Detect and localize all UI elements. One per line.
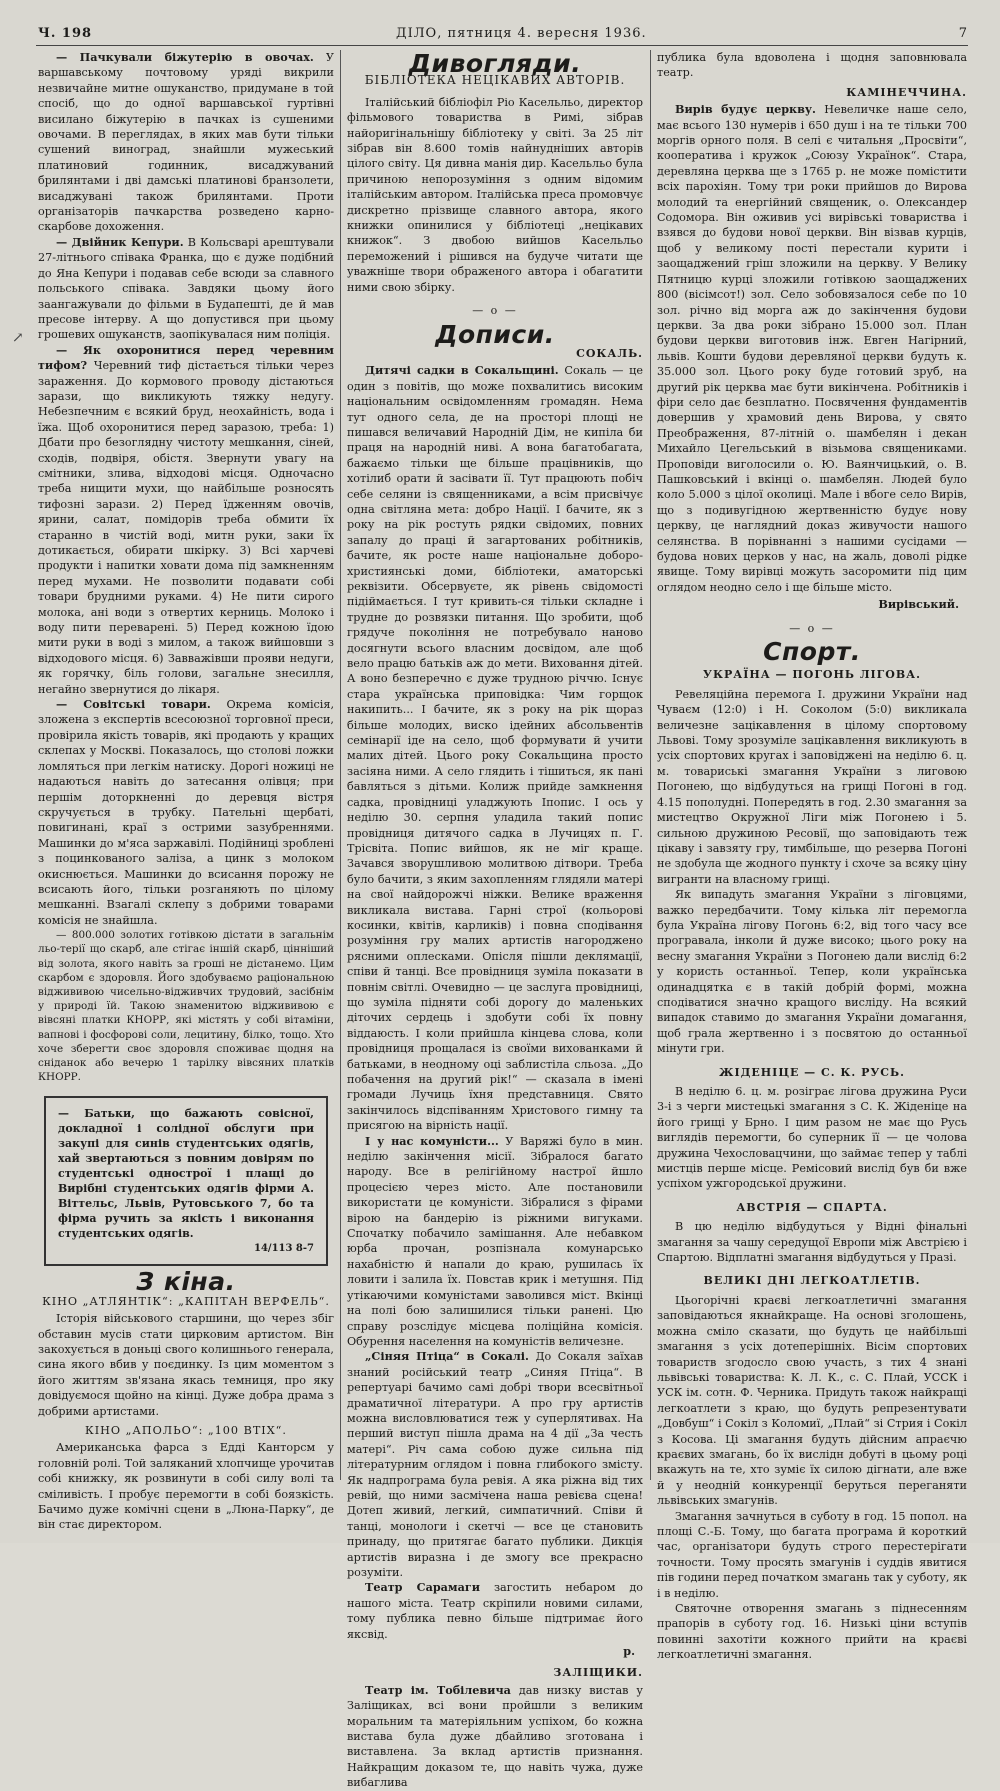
author-signature: Вирівський. xyxy=(878,597,959,612)
masthead xyxy=(38,26,968,44)
section-divider: — о — xyxy=(472,304,518,318)
section-divider: — о — xyxy=(789,621,835,635)
sport-text: Ревеляційна перемога І. дружини України над Чуваєм (12:0) і Н. Соколом (5:0) викликала величезне зацікавлення в цілому спортовому Львові. Тому зрозуміле зацікавлення викликують в усіх спортових кругах і заповіджені на неділю 6. ц. м. товариські змагання України з лиговою Погонею, що відбудуться на грищі Погоні в год. 4.15 пополудні. Попередять в год. 2.30 змагання за мистецтво Окружної Ліги між Погонею і 5. сильною дружиною Ресовії, що заповідають теж цікаву і завзяту гру, тимбільше, що резерва Погоні не здобула ще жодного пункту і схоче за всяку ціну вигранти на власному грищі. xyxy=(657,687,967,886)
sport-subheading: ЖІДЕНІЦЕ — С. К. РУСЬ. xyxy=(719,1065,905,1079)
column-divider-2 xyxy=(650,50,651,1480)
author-signature: р. xyxy=(623,1644,635,1659)
column-left xyxy=(38,50,334,1532)
page-number: 7 xyxy=(958,26,968,41)
newspaper-title-date: ДІЛО, пятниця 4. вересня 1936. xyxy=(396,26,647,41)
correspondence-item: Дитячі садки в Сокальщині. Сокаль — це один з повітів, що може похвалитись високим національним освідомленням громадян. Нема тут одного села, де на просторі площі не пишався величавий Народній Дім, не кипіла би праця на народній ниві. А вона багатобагата, бажаємо тільки ще більше працівників, що хотілиб орати й засівати її. Тут працюють побіч себе селяни із священниками, а всім присвічує одна світляна мета: добро Нації. І бачите, як з року на рік ростуть рядки свідомих, повних запалу до праці й загартованих робітників, бачите, як росте наше національне доборо-християнські доми, бібліотеки, аматорські реквізити. Обсервуєте, як рівень свідомості підіймається. І тут кривить-ся тільки складне і трудне до розвязки питання. Що зробити, щоб грядуче покоління не потребувало наново досягнути всього власним досвідом, але щоб вело працю батьків аж до мети. Виховання дітей. А воно безперечно є дуже трудною річчю. Існує стара українська приповідка: Чим горщок накипить... І бачите, як з року на рік щораз більше молодих, виско ідейних абсольвентів семінарії іде на село, щоб формувати й учити малих дітей. Цього року Сокальщина просто засіяна ними. А село глядить і тішиться, як пані бавляться з дітьми. Колиж прийде замкнення садка, провідниці уладжують Іпопис. І ось у неділю 30. серпня уладила такий попис провідниця дитячого садка в Лучицях п. Г. Трісвіта. Попис вийшов, як не міг краще. Зачався зворушливою молитвою дітвори. Треба було бачити, з яким захопленням глядяли матері на свої найдорожчі ніжки. Велике враження викликала вистава. Гарні строї (кольорові косинки, квітів, карликів) і повна сподівання розуміння гру малих артистів нагороджено рясними оплесками. Опісля пішли деклямації, співи й танці. Все провідниця зуміла показати в повнім світлі. Очевидно — це заслуга провідниці, що зуміла підняти собі дорогу до маленьких діточих сердець і здобути собі їх повну віддаюсть. І коли прийшла кінцева слова, коли провідниця прощалася із своїми вихованками й батьками, в неодному оці заблистіла сльоза. „До побачення на другий рік!“ — сказала в імені громади Лучиць їхня представниця. Свято закінчилось відспіванням Христового гимну та присягою на вірність нації. xyxy=(347,363,643,1133)
sport-text: Як випадуть змагання України з ліговцями, важко передбачити. Тому кілька літ перемогла була Україна лігову Погонь 6:2, від того часу все програвала, інколи й дуже високо; цього року на весну змагання України з Погонею дали вислід 6:2 у користь останньої. Тепер, коли українська одинадцятка є в такій добрій формі, можна сподіватися значно кращого висліду. На всякий випадок ставимо до змагання України домагання, щоб грала жертвенно і з посвятою до останньої мінути гри. xyxy=(657,888,967,1056)
correspondence-item: Театр Сарамаги загостить небаром до нашого міста. Театр скріпили новими силами, тому публика певно більше підтримає його яксвід. xyxy=(347,1580,643,1641)
cinema-heading: З кіна. xyxy=(136,1267,236,1297)
film-review: Історія військового старшини, що через збіг обставин мусів стати цирковим артистом. Він закохується в доньці свого колишнього генерала, сина якого вбив у поєдинку. Із цим моментом з його життям зв'язана якась темниця, про яку довідуємося щойно на кінці. Дуже добра драма з добрими артистами. xyxy=(38,1312,334,1418)
clothing-advert-text: — Батьки, що бажають совісної, докладної і солідної обслуги при закупі для синів студентських одягів, хай звертаються з повним довірям по студентські однострої і плащі до Вирібні студентських одягів фірми А. Віттельс, Львів, Рутовського 7, бо та фірма ручить за якість і виконання студентських одягів. xyxy=(58,1107,314,1241)
news-item: — Двійник Кепури. В Кольсварі арештували 27-літнього співака Франка, що є дуже подібний до Яна Кепури і подавав себе всюди за славного польського співака. Завдяки цьому його заангажували до фільми в Будапешті, де й мав пресове інтерву. А що допустився при цьому грошевих ошуканств, заопікувалася ним поліція. xyxy=(38,234,334,342)
column-middle xyxy=(347,49,643,1790)
continued-text: публика була вдоволена і щодня заповнювала театр. xyxy=(657,51,967,80)
sport-subheading: ВЕЛИКІ ДНІ ЛЕГКОАТЛЕТІВ. xyxy=(703,1274,921,1288)
film-title: КІНО „АТЛЯНТІК“: „КАПІТАН ВЕРФЕЛЬ“. xyxy=(42,1294,330,1308)
film-review: Американська фарса з Едді Канторсм у головній ролі. Той заляканий хлопчище урочитав собі книжку, як розвинути в собі силу волі та сміливість. І пробує перемогти в собі боязкість. Бачимо дуже комічні сцени в „Люна-Парку“, де він стає директором. xyxy=(38,1441,334,1532)
knorr-advert: — 800.000 золотих готівкою дістати в загальнім льо-терії що скарб, але стігає іншій скарб, цінніший від золота, якого навіть за гроші не дістанемо. Цим скарбом є здоровля. Його здобуваємо раціональною віджививою чисельно-відживчих трудовий, засібнім у природі їй. Такою знаменитою віджививою є вівсяні платки КНОРР, які містять у собі вітаміни, вапнові і фосфорові соли, лецитину, білко, тощо. Хто хоче зберегти своє здоровля споживає щодня на сніданок або вечерю 1 тарілку вівсяних платків КНОРР. xyxy=(38,929,334,1084)
place-heading: СОКАЛЬ. xyxy=(576,346,643,360)
correspondence-item: „Сіняя Птіца“ в Сокалі. До Сокаля заїхав знаний російський театр „Синяя Птіца“. В репертуарі бачимо самі добрі твори всесвітньої драматичної літератури. А про гру артистів можна висловлюватися теж у суперлятивах. На перший виступ пішла драма на 4 дії „За честь матері“. Річ сама собою дуже сильна під літературним оглядом і повна глибокого змісту. Як надпрограма була ревія. А яка ріжна від тих ревій, що ними засмічена наша ревієва сцена! Дотеп живий, легкий, симпатичний. Співи й танці, монологи і скетчі — все це становить принаду, що притягає багато публики. Дикція артистів виразна і де змогу все прекрасно розуміти. xyxy=(347,1349,643,1579)
advert-code: 14/113 8-7 xyxy=(254,1243,314,1255)
news-item: — Як охоронитися перед черевним тифом? Черевний тиф дістається тільки через зараження. До кормового проводу дістаються зарази, що викликують тяжку недугу. Небезпечним є всякий бруд, неохайність, вода і їжа. Щоб охоронитися перед заразою, треба: 1) Дбати про безоглядну чистоту мешкання, сіней, сходів, подвіря, обістя. Звернути увагу на смітники, злива, відходові місця. Одночасно треба нищити мухи, що найбільше розносять тифозні зарази. 2) Перед їдженням овочів, ярини, салат, помідорів треба обмити їх старанно в чистій воді, митн руки, заки їх дотикається, обирати шкірку. 3) Всі харчеві продукти і напитки ховати дома під замкненням перед мухами. Не позволити подавати собі товари брудними руками. 4) Не пити сирого молока, ані води з отвертих керниць. Молоко і воду пити переварені. 5) Перед кожною їдою мити руки в воді з милом, а також вийшовши з відходового місця. 6) Завважівши прояви недуги, як горячку, біль голови, загальне знесилля, негайно звернутися до лікаря. xyxy=(38,342,334,696)
correspondence-item: Вирів будує церкву. Невеличке наше село, має всього 130 нумерів і 650 душ і на те тільки 700 моргів орного поля. В селі є читальня „Просвіти“, кооператива і кружок „Союзу Українок“. Стара, деревляна церква ще з 1765 р. не може помістити всіх парохіян. Тому три роки прийшов до Вирова молодий та енергійний священик, о. Олександер Содомора. Він оживив усі вирівські товариства і взявся до будови нової церкви. Він візвав курців, щоб у великому пості перестали курити і заощаджений гріш зложили на церкву. У Велику Пятницю курці зложили готівкою заощаджених 800 (вісімсот!) зол. Село зобовязалося себе по 10 зол. річно від морга аж до закінчення будови церкви. За два роки зібрано 15.000 зол. План будови церкви виготовив інж. Евген Нагірний, львів. Кошти будови деревляної церкви будуть к. 35.000 зол. Цього року буде готовий зруб, на другий рік церква має бути викінчена. Робітників і фіри село дає безплатно. Посвячення фундаментів довершив у храмовий день Вирова, у свято Преображення, 87-літній о. шамбелян і декан Михайло Цегельський в візьмова священиками. Проповіди виголосили о. Ю. Ваянчицький, о. В. Пашковський і вкінці о. шамбелян. Людей було коло 5.000 з цілої околиці. Мале і вбоге село Вирів, що з подивугідною жертвенністю будує нову церкву, це наглядний доказ живучости нашого селянства. В порівнанні з нашими сусідами — будова нових церков у нас, на жаль, доволі рідке явище. Тому вирівці можуть засоромити під цим оглядом неодно село і ще більше місто. xyxy=(657,102,967,594)
curiosities-heading: Дивогляди. xyxy=(408,49,582,78)
sport-subheading: АВСТРІЯ — СПАРТА. xyxy=(736,1200,888,1214)
column-divider-1 xyxy=(340,50,341,1480)
sport-heading: Спорт. xyxy=(763,637,861,667)
issue-number: Ч. 198 xyxy=(38,26,93,41)
correspondence-heading: Дописи. xyxy=(435,319,555,349)
sport-subheading: УКРАЇНА — ПОГОНЬ ЛІГОВА. xyxy=(703,668,921,682)
correspondence-item: Театр ім. Тобілевича дав низку вистав у Заліщиках, всі вони пройшли з великим моральним та матеріяльним успіхом, бо кожна вистава була дуже дбайливо зготована і виставлена. За вклад артистів признання. Найкращим доказом те, що навіть чужа, дуже вибаглива xyxy=(347,1682,643,1790)
clothing-advert-box xyxy=(44,1096,328,1266)
curiosities-subheading: БІБЛІОТЕКА НЕЦІКАВИХ АВТОРІВ. xyxy=(364,73,626,88)
curiosities-text: Італійський бібліофіл Ріо Касельльо, директор фільмового товариства в Римі, зібрав найоригінальнішу бібліотеку у світі. За 25 літ зібрав він 8.600 томів найнудніших авторів цілого світу. Ця дивна манія дир. Касельльо була причиною непорозуміння з одним відомим італійським автором. Італійська преса промовчує дискретно прізвище славного автора, якого книжки опинилися у бібліотеці „нецікавих книжок“. З двобою вийшов Касельльо переможений і рішився на будуче читати ще уважніше твори ображеного автора і обагатити ними свою збірку. xyxy=(347,95,643,294)
sport-text: Святочне отворення змагань з піднесенням прапорів в суботу год. 16. Низькі ціни вступів повинні захотіти кожного прийти на краєві легкоатлетичні змагання. xyxy=(657,1602,967,1662)
sport-text: Цьогорічні краєві легкоатлетичні змагання заповідаються якнайкраще. На основі зголошень, можна сміло сказати, що будуть це найбільші змагання з усіх дотеперішніх. Вісім спортових товариств згодосло свою участь, з тих 4 знані львівські товариства: К. Л. К., с. С. Плай, УССК і УСК ім. сотн. Ф. Черника. Придуть також найкращі легкоатлети з краю, що будуть репрезентувати „Довбуш“ і Сокіл з Коломиї, „Плай“ зі Стрия і Сокіл з Косова. Ці змагання будуть дійсним апраєчю краєвих змагань, бо їх вислідн добуті в цьому році вкажуть на те, хто зуміє їх силою дігнати, але вже й у неодній конкуренції беруться переганяти львівських змагунів. xyxy=(657,1293,967,1508)
sport-text: Змагання зачнуться в суботу в год. 15 попол. на площі С.-Б. Тому, що багата програма й короткий час, організатори будуть строго перестерігати точности. Тому просять змагунів і суддів явитися пів години перед початком змагань так у суботу, як і в неділю. xyxy=(657,1509,967,1600)
news-item: — Пачкували біжутерію в овочах. У варшавському почтовому уряді викрили незвичайне митне ошуканство, придумане в той спосіб, що до одної варшавської гуртівні висилано біжутерію в пачках із сушеними овочами. В переглядах, в яких мав бути тільки сушений виноград, знайшли мужеський платиновий годинник, висаджуваний брилянтами і дві дамські платинові бранзолети, висаджувані також брилянтами. Проти організаторів пачкарства розведено карно-скарбове дохоження. xyxy=(38,50,334,234)
film-title: КІНО „АПОЛЬО“: „100 ВТІХ“. xyxy=(85,1424,287,1438)
correspondence-item: І у нас комуністи... У Варяжі було в мин. неділю закінчення місії. Зібралося багато народу. Все в релігійному настрої йшло процесією через місто. Але постановили використати це комуністи. Зібралися з фірами вірою на бандерію із ріжними вигуками. Спочатку побачило замішання. Але небавком юрба прочан, розпізнала комунарсько нахабністю й напали до краю, рушилась їх ловити і залила їх. Повстав крик і метушня. Під утікаючими комуністами заволився міст. Вкінці на полі бою залишилися тільки ранені. Цю справу розслідує місцева поліційна комісія. Обурення населення на комуністів величезне. xyxy=(347,1133,643,1348)
place-heading: ЗАЛІЩИКИ. xyxy=(553,1666,643,1680)
sport-text: В цю неділю відбудуться у Відні фінальні змагання за чашу середущої Европи між Австрією і Спартою. Відплатні змагання відбудуться у Празі. xyxy=(657,1220,967,1265)
margin-mark: ↗ xyxy=(12,330,24,346)
news-item: — Совітські товари. Окрема комісія, зложена з експертів всесоюзної торговної преси, провірила якість товарів, які продають у кращих склепах у Москві. Показалось, що столові ложки ломляться при легкім натиску. Дорогі ножиці не надаються навіть до затесання олівця; при першім доторкненні до деревця вістря скручується в трубку. Пательні щербаті, повигинані, краї з острими зазубреннями. Машинки до м'яса заржавілі. Подійниці зроблені з поцинкованого заліза, а цинк з молоком окиснюється. Машинки до всисання порожу не всисають його, тільки розганяють по цілому мешканні. Взагалі склепу з добрими товарами комісія не знайшла. xyxy=(38,697,334,927)
sport-text: В неділю 6. ц. м. розіграє лігова дружина Руси 3-і з черги мистецькі змагання з С. К. Жіденіце на його грищі у Брно. І цим разом не має що Русь виглядів перемогти, бо суперник її — це чолова дружина Чехословацчини, що займає тепер у таблі мистців перше місце. Ремісовий вислід був би вже успіхом ужгородської дружини. xyxy=(657,1085,967,1191)
masthead-rule xyxy=(36,45,968,46)
column-right xyxy=(657,50,967,1662)
place-heading: КАМІНЕЧЧИНА. xyxy=(846,85,967,99)
